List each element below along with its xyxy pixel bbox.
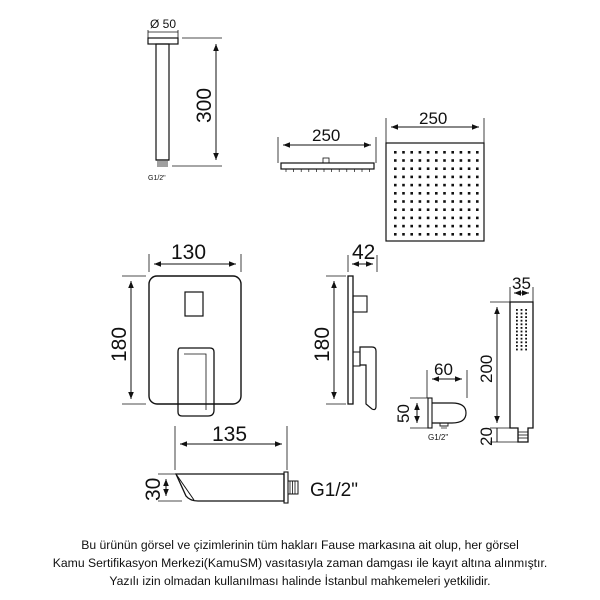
nozzle-hole	[460, 159, 463, 162]
nozzle-hole	[468, 159, 471, 162]
nozzle-hole	[476, 200, 479, 203]
hand-nozzle-hole	[516, 338, 518, 340]
hand-nozzle-hole	[525, 341, 527, 343]
nozzle-hole	[394, 184, 397, 187]
hand-shower-length-label: 200	[477, 354, 496, 383]
valve-height-label: 180	[108, 326, 131, 362]
nozzle-hole	[460, 184, 463, 187]
pipe-length-label: 300	[193, 87, 216, 123]
hand-nozzle-hole	[525, 345, 527, 347]
nozzle-hole	[410, 233, 413, 236]
nozzle-hole	[427, 233, 430, 236]
nozzle-hole	[427, 217, 430, 220]
nozzle-hole	[427, 184, 430, 187]
hand-nozzle-hole	[521, 316, 523, 318]
nozzle-hole	[468, 217, 471, 220]
nozzle-hole	[443, 167, 446, 170]
nozzle-hole	[435, 159, 438, 162]
nozzle-hole	[427, 151, 430, 154]
nozzle-hole	[476, 159, 479, 162]
hand-nozzle-hole	[516, 327, 518, 329]
nozzle-hole	[451, 225, 454, 228]
nozzle-hole	[443, 176, 446, 179]
hand-nozzle-hole	[521, 327, 523, 329]
nozzle-hole	[468, 151, 471, 154]
hand-nozzle-hole	[525, 316, 527, 318]
arm-tube	[156, 44, 169, 160]
nozzle-hole	[468, 192, 471, 195]
nozzle-hole	[402, 167, 405, 170]
hand-nozzle-hole	[525, 334, 527, 336]
hand-nozzle-hole	[525, 309, 527, 311]
nozzle-hole	[427, 200, 430, 203]
spout-thread-label: G1/2"	[310, 480, 358, 501]
nozzle-hole	[476, 217, 479, 220]
nozzle-hole	[435, 217, 438, 220]
nozzle-hole	[427, 176, 430, 179]
spout-height-label: 30	[142, 477, 165, 501]
nozzle-hole	[410, 200, 413, 203]
hand-nozzle-hole	[521, 309, 523, 311]
nozzle-hole	[394, 192, 397, 195]
nozzle-hole	[435, 167, 438, 170]
nozzle-hole	[476, 225, 479, 228]
nozzle-hole	[394, 151, 397, 154]
nozzle-hole	[402, 192, 405, 195]
hand-nozzle-hole	[516, 309, 518, 311]
nozzle-hole	[402, 159, 405, 162]
nozzle-hole	[435, 208, 438, 211]
nozzle-hole	[419, 159, 422, 162]
nozzle-hole	[402, 176, 405, 179]
nozzle-hole	[451, 208, 454, 211]
nozzle-hole	[451, 184, 454, 187]
nozzle-hole	[460, 208, 463, 211]
valve-front-drawing	[122, 254, 241, 416]
nozzle-hole	[451, 151, 454, 154]
nozzle-hole	[419, 184, 422, 187]
nozzle-hole	[476, 184, 479, 187]
head-top-width-label: 250	[419, 109, 448, 128]
nozzle-hole	[410, 151, 413, 154]
nozzle-hole	[451, 167, 454, 170]
nozzle-hole	[476, 192, 479, 195]
nozzle-hole	[451, 217, 454, 220]
elbow-width-label: 60	[434, 360, 453, 379]
nozzle-hole	[443, 151, 446, 154]
nozzle-hole	[402, 225, 405, 228]
shower-head-top-drawing	[386, 118, 484, 241]
nozzle-hole	[419, 200, 422, 203]
nozzle-hole	[468, 167, 471, 170]
elbow-thread-label: G1/2"	[428, 433, 449, 442]
nozzle-hole	[451, 176, 454, 179]
nozzle-hole	[468, 184, 471, 187]
nozzle-hole	[460, 176, 463, 179]
nozzle-hole	[419, 176, 422, 179]
nozzle-hole	[410, 176, 413, 179]
nozzle-hole	[419, 208, 422, 211]
hand-nozzle-hole	[516, 345, 518, 347]
nozzle-hole	[419, 217, 422, 220]
nozzle-hole	[402, 151, 405, 154]
nozzle-hole	[394, 233, 397, 236]
hand-nozzle-hole	[516, 313, 518, 315]
nozzle-hole	[394, 217, 397, 220]
hand-nozzle-hole	[521, 323, 523, 325]
nozzle-hole	[468, 225, 471, 228]
nozzle-hole	[443, 217, 446, 220]
nozzle-hole	[402, 200, 405, 203]
nozzle-hole	[435, 151, 438, 154]
nozzle-hole	[410, 225, 413, 228]
nozzle-hole	[476, 151, 479, 154]
hand-nozzle-hole	[516, 331, 518, 333]
nozzle-hole	[427, 167, 430, 170]
nozzle-hole	[410, 217, 413, 220]
nozzle-hole	[394, 208, 397, 211]
nozzle-hole	[451, 233, 454, 236]
nozzle-hole	[443, 200, 446, 203]
nozzle-hole	[460, 233, 463, 236]
hand-nozzle-hole	[521, 345, 523, 347]
hand-nozzle-hole	[516, 341, 518, 343]
nozzle-hole	[410, 167, 413, 170]
hand-nozzle-hole	[525, 323, 527, 325]
hand-nozzle-hole	[525, 338, 527, 340]
nozzle-hole	[427, 192, 430, 195]
nozzle-hole	[410, 159, 413, 162]
pipe-diameter-label: Ø 50	[150, 17, 177, 31]
hand-nozzle-hole	[525, 349, 527, 351]
nozzle-hole	[394, 176, 397, 179]
nozzle-hole	[468, 200, 471, 203]
nozzle-hole	[410, 184, 413, 187]
footer-line-2: Kamu Sertifikasyon Merkezi(KamuSM) vasıtasıyla zaman damgası ile kayıt altına alınmıştır.	[52, 556, 548, 570]
spout-length-label: 135	[212, 423, 248, 446]
valve-side-height-label: 180	[311, 326, 334, 362]
footer-line-3: Yazılı izin olmadan kullanılması halinde İstanbul mahkemeleri yetkilidir.	[109, 574, 491, 588]
nozzle-hole	[394, 225, 397, 228]
hand-nozzle-hole	[525, 320, 527, 322]
hand-shower-neck-label: 20	[477, 427, 496, 446]
nozzle-hole	[419, 167, 422, 170]
nozzle-hole	[427, 225, 430, 228]
head-side-width-label: 250	[312, 126, 341, 145]
nozzle-hole	[476, 233, 479, 236]
nozzle-hole	[419, 151, 422, 154]
nozzle-hole	[451, 159, 454, 162]
nozzle-hole	[402, 217, 405, 220]
hand-nozzle-hole	[516, 334, 518, 336]
elbow-height-label: 50	[394, 404, 413, 423]
hand-nozzle-hole	[516, 316, 518, 318]
footer-line-1: Bu ürünün görsel ve çizimlerinin tüm hakları Fause markasına ait olup, her görsel	[81, 538, 519, 552]
nozzle-hole	[460, 192, 463, 195]
nozzle-hole	[460, 225, 463, 228]
hand-nozzle-hole	[521, 349, 523, 351]
nozzle-hole	[443, 192, 446, 195]
nozzle-hole	[410, 192, 413, 195]
pipe-thread-label: G1/2"	[148, 175, 166, 182]
nozzle-hole	[468, 176, 471, 179]
nozzle-hole	[468, 208, 471, 211]
nozzle-hole	[451, 200, 454, 203]
nozzle-hole	[460, 217, 463, 220]
nozzle-hole	[460, 151, 463, 154]
nozzle-hole	[419, 225, 422, 228]
nozzle-hole	[460, 167, 463, 170]
nozzle-hole	[402, 233, 405, 236]
nozzle-hole	[435, 192, 438, 195]
hand-nozzle-hole	[521, 313, 523, 315]
nozzle-hole	[443, 159, 446, 162]
copyright-notice	[0, 536, 600, 590]
nozzle-hole	[435, 233, 438, 236]
nozzle-hole	[435, 200, 438, 203]
nozzle-hole	[443, 225, 446, 228]
hand-nozzle-hole	[516, 323, 518, 325]
nozzle-hole	[443, 208, 446, 211]
nozzle-hole	[476, 176, 479, 179]
hand-nozzle-hole	[525, 327, 527, 329]
nozzle-hole	[394, 167, 397, 170]
nozzle-hole	[476, 167, 479, 170]
nozzle-hole	[419, 192, 422, 195]
nozzle-hole	[427, 159, 430, 162]
nozzle-hole	[402, 208, 405, 211]
nozzle-hole	[435, 184, 438, 187]
hand-nozzle-hole	[525, 313, 527, 315]
hand-nozzle-hole	[516, 320, 518, 322]
hand-nozzle-hole	[525, 331, 527, 333]
hand-nozzle-hole	[521, 338, 523, 340]
nozzle-hole	[443, 233, 446, 236]
valve-side-depth-label: 42	[352, 241, 376, 264]
nozzle-hole	[435, 176, 438, 179]
nozzle-hole	[468, 233, 471, 236]
valve-width-label: 130	[171, 241, 207, 264]
nozzle-hole	[427, 208, 430, 211]
nozzle-hole	[435, 225, 438, 228]
nozzle-hole	[402, 184, 405, 187]
hand-shower-width-label: 35	[512, 274, 531, 293]
hand-nozzle-hole	[521, 334, 523, 336]
arm-flange	[148, 38, 178, 44]
nozzle-hole	[394, 159, 397, 162]
hand-shower-nozzle-grid	[516, 309, 527, 350]
hand-nozzle-hole	[521, 341, 523, 343]
nozzle-hole	[476, 208, 479, 211]
nozzle-hole	[419, 233, 422, 236]
nozzle-hole	[410, 208, 413, 211]
hand-nozzle-hole	[521, 331, 523, 333]
nozzle-hole	[460, 200, 463, 203]
nozzle-hole	[443, 184, 446, 187]
hand-nozzle-hole	[516, 349, 518, 351]
nozzle-hole	[394, 200, 397, 203]
nozzle-hole	[451, 192, 454, 195]
hand-nozzle-hole	[521, 320, 523, 322]
head-nozzle-grid	[394, 151, 479, 236]
